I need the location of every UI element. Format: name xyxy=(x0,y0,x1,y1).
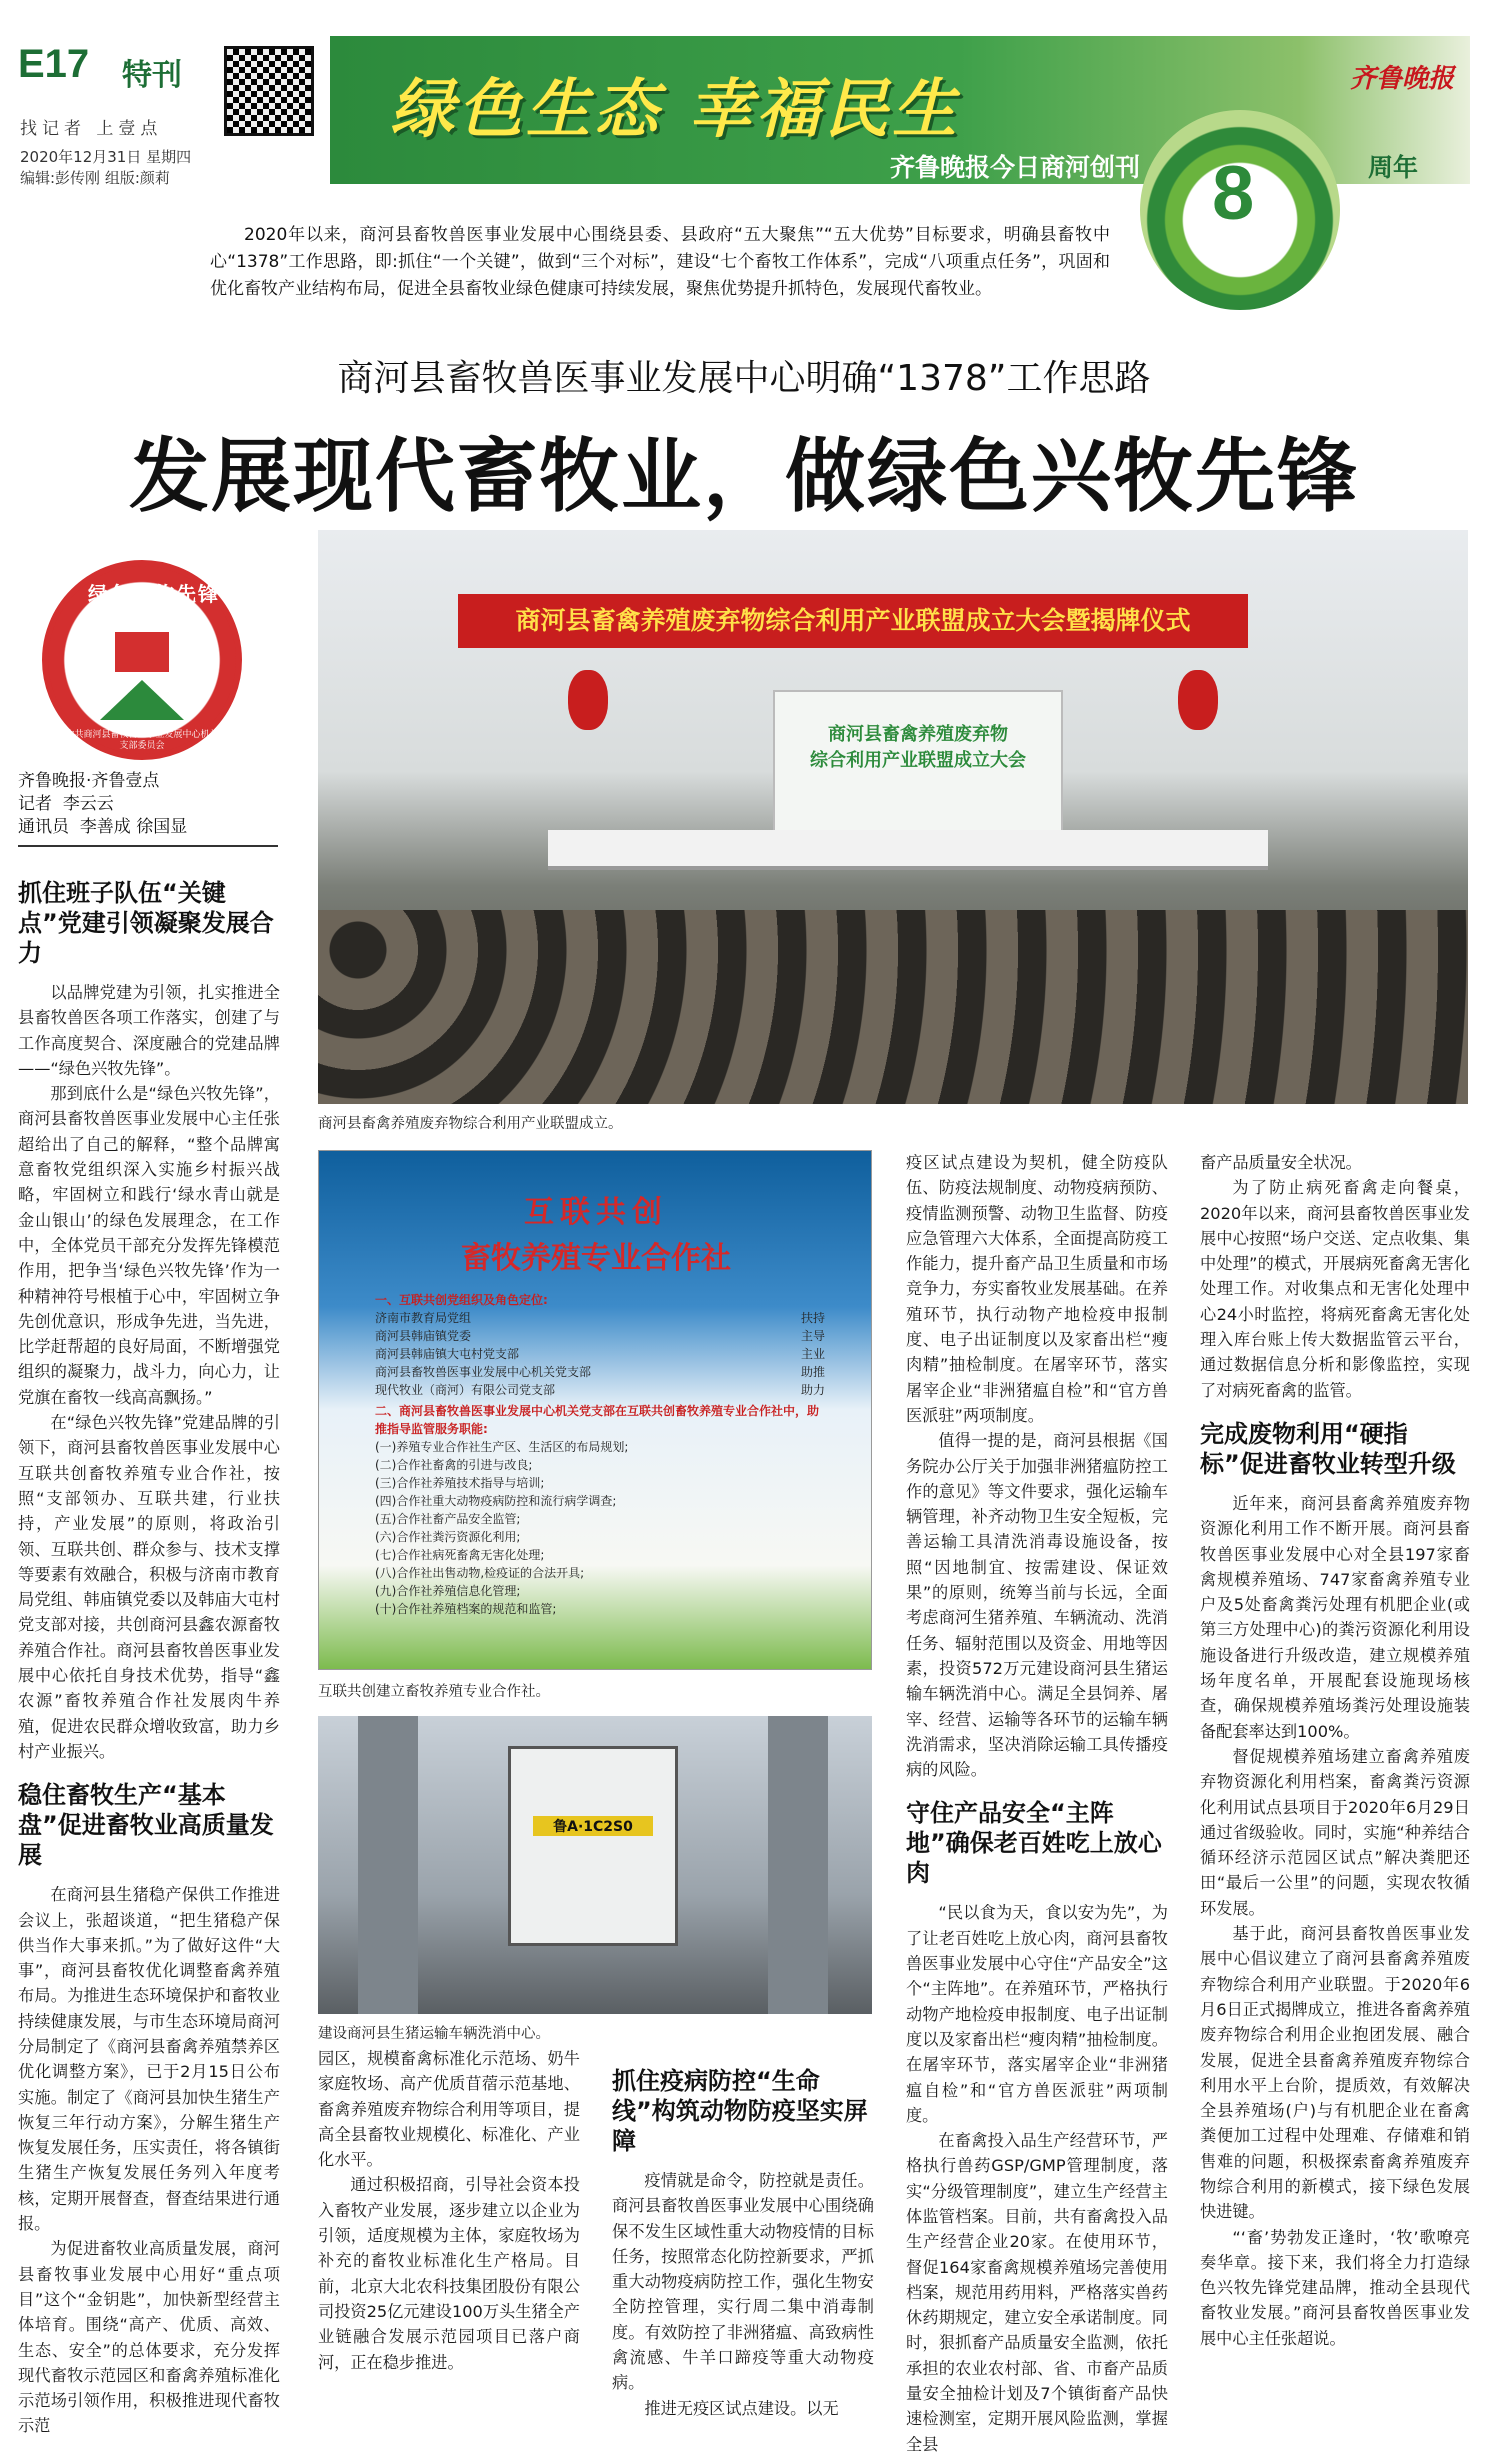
poster-row-role: 助推 xyxy=(800,1365,825,1379)
column-3-bottom xyxy=(612,2046,874,2421)
subhead-1: 抓住班子队伍“关键点”党建引领凝聚发展合力 xyxy=(18,879,274,967)
poster-title-2: 畜牧养殖专业合作社 xyxy=(461,1241,731,1276)
logo-mountain-icon xyxy=(100,680,184,720)
masthead-date: 2020年12月31日 星期四 xyxy=(20,148,192,166)
col4-para-4: 在畜禽投入品生产经营环节，严格执行兽药GSP/GMP管理制度，落实“分级管理制度”，建立生产经营主体监管档案。目前，共有畜禽投入品生产经营企业20家。在使用环节，督促164家畜禽规模养殖场完善使用档案，规范用药用料，严格落实兽药休药期规定，建立安全承诺制度。同时，狠抓畜产品质量安全监测，依托承担的农业农村部、省、市畜产品质量安全抽检计划及7个镇街畜产品快速检测室，定期开展风险监测，掌握全县 xyxy=(906,2131,1168,2454)
poster-row-role: 扶持 xyxy=(800,1311,825,1325)
poster-row-org: 商河县畜牧兽医事业发展中心机关党支部 xyxy=(375,1365,592,1379)
poster-item: (十)合作社养殖档案的规范和监管; xyxy=(375,1602,557,1616)
byline-correspondent xyxy=(18,816,278,839)
lantern-right xyxy=(1178,670,1218,730)
kicker-headline: 商河县畜牧兽医事业发展中心明确“1378”工作思路 xyxy=(337,358,1151,399)
col1-s1-para-2: 那到底什么是“绿色兴牧先锋”，商河县畜牧兽医事业发展中心主任张超给出了自己的解释，“整个品牌寓意畜牧党组织深入实施乡村振兴战略，牢固树立和践行‘绿水青山就是金山银山’的绿色发展理念，在工作中，全体党员干部充分发挥先锋模范作用，把争当‘绿色兴牧先锋’作为一种精神符号根植于心中，牢固树立争先创优意识，形成争先进，当先进，比学赶帮超的良好局面，不断增强党组织的凝聚力，战斗力，向心力，让党旗在畜牧一线高高飘扬。” xyxy=(18,1084,280,1407)
poster-row xyxy=(375,1363,825,1381)
conference-banner: 商河县畜禽养殖废弃物综合利用产业联盟成立大会暨揭牌仪式 xyxy=(458,594,1248,648)
col3-para-2: 推进无疫区试点建设。以无 xyxy=(644,2398,839,2418)
conference-screen xyxy=(773,690,1063,840)
reporter-name: 李云云 xyxy=(62,794,114,814)
poster-items xyxy=(375,1438,825,1618)
poster-row-org: 商河县韩庙镇党委 xyxy=(375,1329,472,1343)
poster-item: (七)合作社病死畜禽无害化处理; xyxy=(375,1548,545,1562)
subhead-2: 稳住畜牧生产“基本盘”促进畜牧业高质量发展 xyxy=(18,1781,274,1870)
intro-text: 2020年以来，商河县畜牧兽医事业发展中心围绕县委、县政府“五大聚焦”“五大优势”目标要求，明确县畜牧中心“1378”工作思路，即:抓住“一个关键”，做到“三个对标”，建设“七个畜牧工作体系”，完成“八项重点任务”，巩固和优化畜牧产业结构布局，促进全县畜牧业绿色健康可持续发展，聚焦优势提升抓特色，发展现代畜牧业。 xyxy=(210,225,1110,299)
anniversary-tail: 周年 xyxy=(1368,153,1419,182)
byline-reporter xyxy=(18,793,278,816)
col5-para-3: 近年来，商河县畜禽养殖废弃物资源化利用工作不断开展。商河县畜牧兽医事业发展中心对全县197家畜禽规模养殖场、747家畜禽养殖专业户及5处畜禽粪污处理有机肥企业(或第三方处理中心)的粪污资源化利用设施设备进行升级改造，建立规模养殖场年度名单，开展配套设施现场核查，确保规模养殖场粪污处理设施装备配套率达到100%。 xyxy=(1200,1493,1470,1741)
poster-sec-1: 一、互联共创党组织及角色定位: xyxy=(375,1293,548,1307)
col5-para-6: “‘畜’势勃发正逢时，‘牧’歌嘹亮奏华章。接下来，我们将全力打造绿色兴牧先锋党建品牌，推动全县现代畜牧业发展。”商河县畜牧兽医事业发展中心主任张超说。 xyxy=(1200,2227,1470,2348)
section-name: 特刊 xyxy=(122,58,182,93)
poster-body xyxy=(375,1291,825,1618)
subhead-3: 抓住疫病防控“生命线”构筑动物防疫坚实屏障 xyxy=(612,2067,868,2155)
screen-line-2: 综合利用产业联盟成立大会 xyxy=(810,750,1026,771)
photo-conference-caption: 商河县畜禽养殖废弃物综合利用产业联盟成立。 xyxy=(318,1116,623,1132)
col5-para-2: 为了防止病死畜禽走向餐桌，2020年以来，商河县畜牧兽医事业发展中心按照“场户交送、定点收集、集中处理”的模式，开展病死畜禽无害化处理工作。对收集点和无害化处理中心24小时监控，将病死畜禽无害化处理入库台账上传大数据监管云平台，通过数据信息分析和影像监控，实现了对病死畜禽的监管。 xyxy=(1200,1178,1470,1400)
poster-row xyxy=(375,1381,825,1399)
photo-truck-wash-caption: 建设商河县生猪运输车辆洗消中心。 xyxy=(318,2026,550,2042)
col2-para-1: 园区，规模畜禽标准化示范场、奶牛家庭牧场、高产优质苜蓿示范基地、畜禽养殖废弃物综合利用等项目，提高全县畜牧业规模化、标准化、产业化水平。 xyxy=(318,2049,580,2170)
banner-sub-text: 齐鲁晚报今日商河创刊 xyxy=(890,153,1141,182)
col1-s2-para-2: 为促进畜牧业高质量发展，商河县畜牧事业发展中心用好“重点项目”这个“金钥匙”，加快新型经营主体培育。围绕“高产、优质、高效、生态、安全”的总体要求，充分发挥现代畜牧示范园区和畜禽养殖标准化示范场引领作用，积极推进现代畜牧示范 xyxy=(18,2239,280,2436)
lantern-left xyxy=(568,670,608,730)
poster-row-role: 助力 xyxy=(800,1383,825,1397)
photo-cooperative-caption: 互联共创建立畜牧养殖专业合作社。 xyxy=(318,1684,550,1700)
col1-s1-para-3: 在“绿色兴牧先锋”党建品牌的引领下，商河县畜牧兽医事业发展中心互联共创畜牧养殖专业合作社，按照“支部领办、互联共建，行业扶持，产业发展”的原则，将政治引领、互联共创、群众参与、技术支撑等要素有效融合，积极与济南市教育局党组、韩庙镇党委以及韩庙大屯村党支部对接，共创商河县鑫农源畜牧养殖合作社。商河县畜牧兽医事业发展中心依托自身技术优势，指导“鑫农源”畜牧养殖合作社发展肉牛养殖，促进农民群众增收致富，助力乡村产业振兴。 xyxy=(18,1413,280,1761)
col5-para-4: 督促规模养殖场建立畜禽养殖废弃物资源化利用档案，畜禽粪污资源化利用试点县项目于2020年6月29日通过省级验收。同时，实施“种养结合循环经济示范园区试点”解决粪肥还田“最后一公里”的问题，实现农牧循环发展。 xyxy=(1200,1746,1470,1918)
poster-item: (六)合作社粪污资源化利用; xyxy=(375,1530,521,1544)
poster-row xyxy=(375,1327,825,1345)
photo-cooperative-poster xyxy=(318,1150,872,1670)
poster-row-org: 现代牧业（商河）有限公司党支部 xyxy=(375,1383,556,1397)
masthead-slogan: 找记者 上壹点 xyxy=(20,119,163,139)
page-number: E17 xyxy=(18,42,90,86)
poster-title-1: 互联共创 xyxy=(524,1195,668,1230)
byline-source: 齐鲁晚报·齐鲁壹点 xyxy=(18,771,160,791)
poster-item: (二)合作社畜禽的引进与改良; xyxy=(375,1458,533,1472)
col1-s2-para-1: 在商河县生猪稳产保供工作推进会议上，张超谈道，“把生猪稳产保供当作大事来抓。”为了做好这件“大事”，商河县畜牧优化调整畜禽养殖布局。为推进生态环境保护和畜牧业持续健康发展，与市生态环境局商河分局制定了《商河县畜禽养殖禁养区优化调整方案》，已于2月15日公布实施。制定了《商河县加快生猪生产恢复三年行动方案》，分解生猪生产恢复发展任务，压实责任，将各镇街生猪生产恢复发展任务列入年度考核，定期开展督查，督查结果进行通报。 xyxy=(18,1885,280,2234)
column-2-bottom xyxy=(318,2046,580,2375)
col3-para-1: 疫情就是命令，防控就是责任。商河县畜牧兽医事业发展中心围绕确保不发生区域性重大动物疫情的目标任务，按照常态化防控新要求，严抓重大动物疫病防控工作，强化生物安全防控管理，实行周二集中消毒制度。有效防控了非洲猪瘟、高致病性禽流感、牛羊口蹄疫等重大动物疫病。 xyxy=(612,2171,874,2393)
col5-para-1: 畜产品质量安全状况。 xyxy=(1200,1153,1362,1172)
poster-row-org: 商河县韩庙镇大屯村党支部 xyxy=(375,1347,520,1361)
brand-logo: 齐鲁晚报 xyxy=(1350,64,1455,94)
column-4 xyxy=(906,1150,1168,2457)
byline xyxy=(18,770,278,847)
poster-item: (八)合作社出售动物,检疫证的合法开具; xyxy=(375,1566,585,1580)
masthead-editors: 编辑:彭传刚 组版:颜莉 xyxy=(20,169,170,187)
anniversary-number: 8 xyxy=(1212,151,1255,236)
poster-rows xyxy=(375,1309,825,1399)
col5-para-5: 基于此，商河县畜牧兽医事业发展中心倡议建立了商河县畜禽养殖废弃物综合利用产业联盟。于2020年6月6日正式揭牌成立，推进各畜禽养殖废弃物综合利用企业抱团发展、融合发展，促进全县畜禽养殖废弃物综合利用水平上台阶，提质效，有效解决全县养殖场(户)与有机肥企业在畜禽粪便加工过程中处理难、存储难和销售难的问题，积极探索畜禽养殖废弃物综合利用的新模式，接下绿色发展快进键。 xyxy=(1200,1924,1470,2222)
photo-conference xyxy=(318,530,1468,1104)
poster-row-org: 济南市教育局党组 xyxy=(375,1311,472,1325)
poster-item: (四)合作社重大动物疫病防控和流行病学调查; xyxy=(375,1494,617,1508)
banner-title: 绿色生态 幸福民生 xyxy=(390,72,961,147)
column-5 xyxy=(1200,1150,1470,2351)
photo-truck-wash xyxy=(318,1716,872,2014)
col4-para-3: “民以食为天，食以安为先”，为了让老百姓吃上放心肉，商河县畜牧兽医事业发展中心守住“产品安全”这个“主阵地”。在养殖环节，严格执行动物产地检疫申报制度、电子出证制度以及家畜出栏“瘦肉精”抽检制度。在屠宰环节，落实屠宰企业“非洲猪瘟自检”和“官方兽医派驻”两项制度。 xyxy=(906,1903,1168,2125)
poster-row-role: 主导 xyxy=(800,1329,825,1343)
poster-row-role: 主业 xyxy=(800,1347,825,1361)
poster-item: (三)合作社养殖技术指导与培训; xyxy=(375,1476,545,1490)
poster-item: (五)合作社畜产品安全监管; xyxy=(375,1512,521,1526)
corr-label: 通讯员 xyxy=(18,817,69,837)
reporter-label: 记者 xyxy=(18,794,52,814)
poster-row xyxy=(375,1345,825,1363)
stage-table xyxy=(548,830,1268,870)
truck-plate: 鲁A·1C2S0 xyxy=(533,1816,653,1836)
truck xyxy=(508,1746,678,1946)
wash-frame-right xyxy=(768,1716,828,2014)
logo-ring-text: 中共商河县畜牧兽医事业发展中心机关支部委员会 xyxy=(65,730,219,751)
col4-para-2: 值得一提的是，商河县根据《国务院办公厅关于加强非洲猪瘟防控工作的意见》等文件要求，强化运输车辆管理，补齐动物卫生安全短板，完善运输工具清洗消毒设施设备，按照“因地制宜、按需建设、保证效果”的原则，统筹当前与长远，全面考虑商河生猪养殖、车辆流动、洗消任务、辐射范围以及资金、用地等因素，投资572万元建设商河县生猪运输车辆洗消中心。满足全县饲养、屠宰、经营、运输等各环节的运输车辆洗消需求，坚决消除运输工具传播疫病的风险。 xyxy=(906,1431,1168,1780)
banner-subtitle xyxy=(890,148,1140,184)
col1-s1-para-1: 以品牌党建为引领，扎实推进全县畜牧兽医各项工作落实，创建了与工作高度契合、深度融合的党建品牌——“绿色兴牧先锋”。 xyxy=(18,983,280,1078)
column-1 xyxy=(18,862,280,2439)
corr-names: 李善成 徐国显 xyxy=(79,817,188,837)
col4-para-1: 疫区试点建设为契机，健全防疫队伍、防疫法规制度、动物疫病预防、疫情监测预警、动物卫生监督、防疫应急管理六大体系，全面提高防疫工作能力，提升畜产品卫生质量和市场竞争力，夯实畜牧业发展基础。在养殖环节，执行动物产地检疫申报制度、电子出证制度以及家畜出栏“瘦肉精”抽检制度。在屠宰环节，落实屠宰企业“非洲猪瘟自检”和“官方兽医派驻”两项制度。 xyxy=(906,1153,1168,1425)
screen-line-1: 商河县畜禽养殖废弃物 xyxy=(828,724,1008,745)
logo-flag-icon xyxy=(115,632,169,672)
poster-sec-2: 二、商河县畜牧兽医事业发展中心机关党支部在互联共创畜牧养殖专业合作社中，助推指导监管服务职能: xyxy=(375,1404,820,1436)
qr-code xyxy=(224,46,314,136)
wash-frame-left xyxy=(358,1716,418,2014)
poster-item: (一)养殖专业合作社生产区、生活区的布局规划; xyxy=(375,1440,629,1454)
main-headline: 发展现代畜牧业，做绿色兴牧先锋 xyxy=(129,430,1359,523)
subhead-5: 完成废物利用“硬指标”促进畜牧业转型升级 xyxy=(1200,1419,1456,1478)
logo-top-text: 绿色兴牧先锋 xyxy=(88,582,220,606)
poster-item: (九)合作社养殖信息化管理; xyxy=(375,1584,521,1598)
col2-para-2: 通过积极招商，引导社会资本投入畜牧产业发展，逐步建立以企业为引领，适度规模为主体，家庭牧场为补充的畜牧业标准化生产格局。目前，北京大北农科技集团股份有限公司投资25亿元建设100万头生猪全产业链融合发展示范园项目已落户商河，正在稳步推进。 xyxy=(318,2175,580,2372)
audience xyxy=(318,910,1468,1104)
subhead-4: 守住产品安全“主阵地”确保老百姓吃上放心肉 xyxy=(906,1799,1162,1888)
poster-row xyxy=(375,1309,825,1327)
